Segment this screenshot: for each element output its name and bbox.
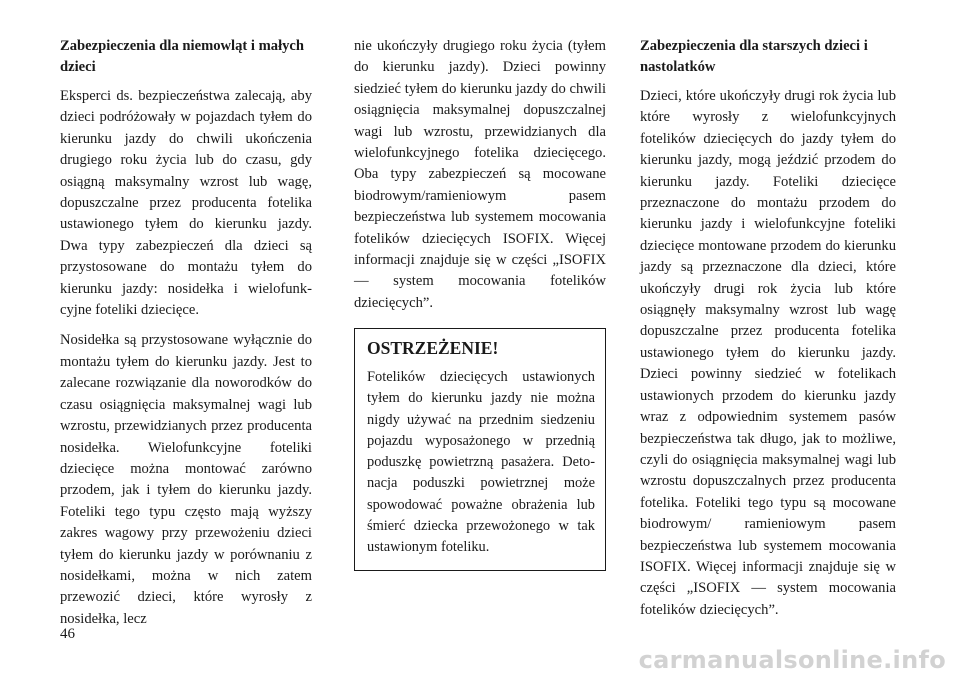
middle-column: [354, 36, 606, 571]
warning-box: [354, 328, 606, 571]
warning-text: Fotelików dziecięcych ustawionych tyłem do kierunku jazdy nie można nigdy używać na przednim siedzeniu pojazdu wyposażonego w przednią poduszkę powietrzną pasażera. Detonacja poduszki powietrznej może spowodować poważne obrażenia lub śmierć dziecka przewożonego w tak ustawionym foteliku.: [367, 369, 595, 555]
left-column: [60, 36, 312, 639]
page-number: 46: [60, 626, 75, 642]
watermark: carmanualsonline.info: [638, 646, 946, 674]
paragraph: Nosidełka są przystosowane wyłącznie do montażu tyłem do kierunku jazdy. Jest to zalecane rozwiązanie dla noworodków do czasu osiągnięcia maksymalnej wagi lub wzrostu, przewidzianych przez producenta nosidełka. Wielofunkcyjne foteliki dziecięce można montować zarówno przodem, jak i tyłem do kierunku jazdy. Foteliki tego typu często mają wyższy zakres wagowy przy przewożeniu dzieci tyłem do kierunku jazdy w porównaniu z nosidełkami, można w nich zatem przewozić dzieci, które wyrosły z nosidełka, lecz: [60, 332, 312, 627]
paragraph: Dzieci, które ukończyły drugi rok życia lub które wyrosły z wielofunkcyjnych fotelików dziecięcych do jazdy tyłem do kierunku jazdy, mogą jeździć przodem do kierunku jazdy. Foteliki dziecięce przeznaczone do montażu przodem do kierunku jazdy i wielofunkcyjne foteliki dziecięce montowane przodem do kierunku jazdy są przeznaczone dla dzieci, które ukończyły drugi rok życia lub które osiągnęły maksymalny wzrost lub wagę dopuszczalne przez producenta fotelika ustawionego tyłem do kierunku jazdy. Dzieci powinny siedzieć w fotelikach ustawionych przodem do kierunku jazdy wraz z odpowiednim systemem pasów bezpieczeństwa tak długo, jak to możliwe, czyli do osiągnięcia maksymalnej wagi lub wzrostu dopuszczalnych przez producenta fotelika. Foteliki tego typu są mocowane biodrowym/ ramieniowym pasem bezpieczeństwa lub systemem mocowania ISOFIX. Więcej informacji znajduje się w części „ISOFIX — system mocowania fotelików dziecięcych”.: [640, 88, 896, 618]
section-heading-older-children: Zabezpieczenia dla starszych dzieci i nastolatków: [640, 38, 868, 75]
paragraph: Eksperci ds. bezpieczeństwa zalecają, aby dzieci podróżowały w pojazdach tyłem do kierunku jazdy do chwili ukończenia drugiego roku życia lub do czasu, gdy osiągną maksymalny wzrost lub wagę, dopuszczalne przez producenta fotelika ustawionego tyłem do kierunku jazdy. Dwa typy zabezpieczeń dla dzieci są przystosowane do montażu tyłem do kierunku jazdy: nosidełka i wielofunkcyjne foteliki dziecięce.: [60, 88, 312, 319]
paragraph: nie ukończyły drugiego roku życia (tyłem do kierunku jazdy). Dzieci powinny siedzieć tyłem do kierunku jazdy do chwili osiągnięcia maksymalnej dopuszczalnej wagi lub wzrostu, przewidzianych dla wielofunkcyjnego fotelika dziecięcego. Oba typy zabezpieczeń są mocowane biodrowym/ramieniowym pasem bezpieczeństwa lub systemem mocowania fotelików dziecięcych ISOFIX. Więcej informacji znajduje się w części „ISOFIX — system mocowania fotelików dziecięcych”.: [354, 38, 606, 311]
section-heading-infants: Zabezpieczenia dla niemowląt i małych dzieci: [60, 38, 305, 75]
right-column: [640, 36, 896, 630]
warning-title: OSTRZEŻENIE!: [367, 338, 499, 359]
